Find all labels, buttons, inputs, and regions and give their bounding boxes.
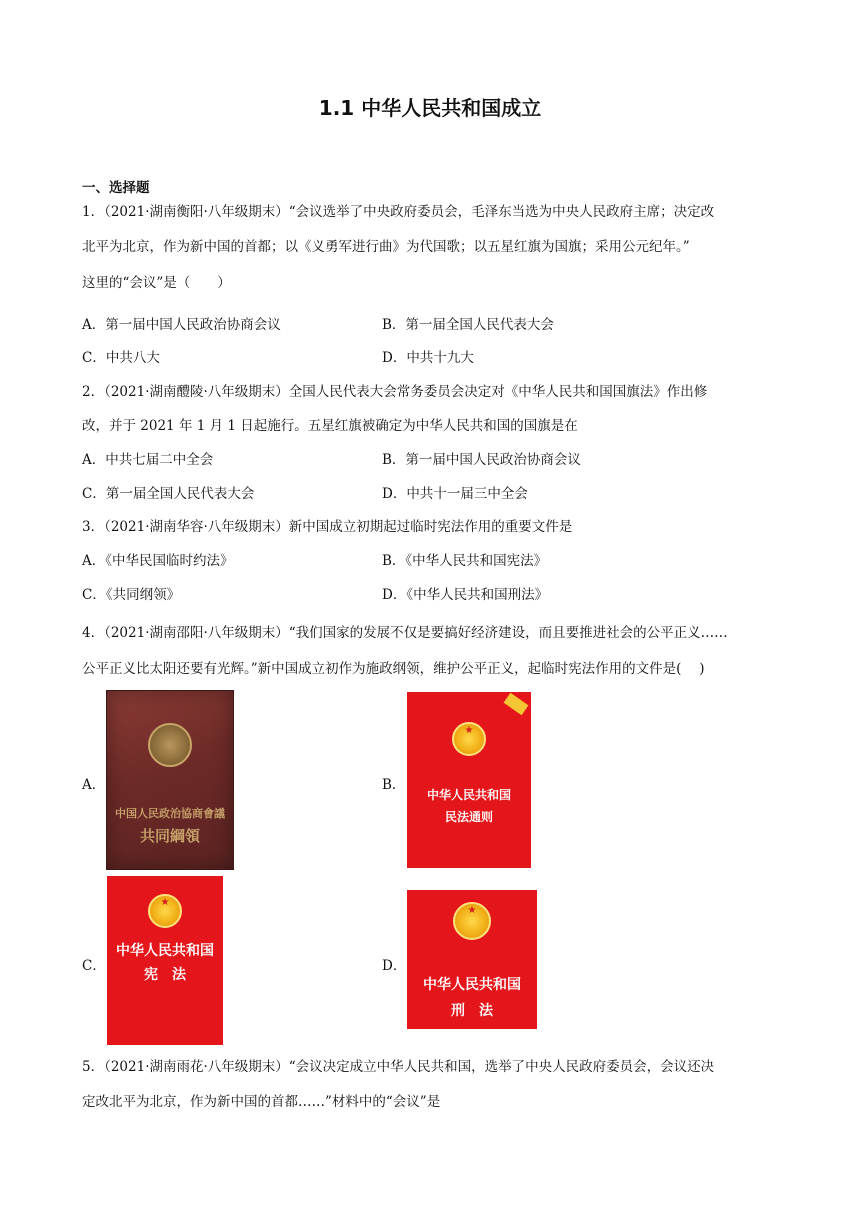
section-heading: 一、选择题 — [82, 180, 150, 196]
cover-c-line-2: 宪 法 — [144, 967, 186, 983]
cover-d-line-2: 刑 法 — [451, 1003, 493, 1019]
question-4-line-1: 4．（2021·湖南邵阳·八年级期末）“我们国家的发展不仅是要搞好经济建设，而且要推进社会的公平正义…… — [82, 625, 728, 641]
question-3-option-d[interactable]: D．《中华人民共和国刑法》 — [382, 587, 549, 603]
page-title: 1.1 中华人民共和国成立 — [318, 96, 542, 120]
edition-ribbon-icon — [504, 693, 529, 715]
question-4-option-a-label[interactable]: A． — [82, 777, 106, 793]
question-2-line-2: 改，并于 2021 年 1 月 1 日起施行。五星红旗被确定为中华人民共和国的国旗是在 — [82, 418, 578, 434]
question-2-option-d[interactable]: D．中共十一届三中全会 — [382, 486, 528, 502]
question-4-line-2: 公平正义比太阳还要有光辉。”新中国成立初作为施政纲领，维护公平正义，起临时宪法作用的文件是( ) — [82, 661, 705, 677]
constitution-cover-image[interactable] — [107, 876, 223, 1045]
national-emblem-icon — [148, 894, 182, 928]
cover-c-line-1: 中华人民共和国 — [116, 943, 214, 959]
gongtong-gangling-cover-image[interactable] — [106, 690, 234, 870]
question-1-line-2: 北平为北京，作为新中国的首都；以《义勇军进行曲》为代国歌；以五星红旗为国旗；采用公元纪年。” — [82, 239, 690, 255]
question-3-option-b[interactable]: B．《中华人民共和国宪法》 — [382, 553, 548, 569]
question-1-option-c[interactable]: C．中共八大 — [82, 350, 160, 366]
question-2-option-b[interactable]: B．第一届中国人民政治协商会议 — [382, 452, 581, 468]
national-emblem-icon — [453, 902, 491, 940]
question-1-line-3: 这里的“会议”是（ ） — [82, 275, 231, 291]
question-4-option-b-label[interactable]: B． — [382, 777, 406, 793]
national-emblem-icon — [452, 722, 486, 756]
question-3-line-1: 3．（2021·湖南华容·八年级期末）新中国成立初期起过临时宪法作用的重要文件是 — [82, 519, 573, 535]
question-1-option-b[interactable]: B．第一届全国人民代表大会 — [382, 317, 554, 333]
question-5-line-2: 定改北平为北京，作为新中国的首都……”材料中的“会议”是 — [82, 1094, 441, 1110]
cover-a-line-1: 中国人民政治協商會議 — [115, 807, 225, 820]
question-1-option-d[interactable]: D．中共十九大 — [382, 350, 474, 366]
question-1-line-1: 1．（2021·湖南衡阳·八年级期末）“会议选举了中央政府委员会，毛泽东当选为中央人民政府主席；决定改 — [82, 204, 715, 220]
national-emblem-icon — [148, 723, 192, 767]
cover-b-line-2: 民法通则 — [444, 810, 493, 824]
question-2-line-1: 2．（2021·湖南醴陵·八年级期末）全国人民代表大会常务委员会决定对《中华人民共和国国旗法》作出修 — [82, 384, 708, 400]
criminal-law-cover-image[interactable] — [407, 890, 537, 1029]
question-2-option-a[interactable]: A．中共七届二中全会 — [82, 452, 214, 468]
cover-b-line-1: 中华人民共和国 — [426, 788, 511, 802]
question-5-line-1: 5．（2021·湖南雨花·八年级期末）“会议决定成立中华人民共和国，选举了中央人民政府委员会，会议还决 — [82, 1059, 715, 1075]
question-2-option-c[interactable]: C．第一届全国人民代表大会 — [82, 486, 255, 502]
cover-d-line-1: 中华人民共和国 — [423, 977, 521, 993]
question-1-option-a[interactable]: A．第一届中国人民政治协商会议 — [82, 317, 281, 333]
civil-law-cover-image[interactable] — [407, 692, 531, 868]
question-4-option-c-label[interactable]: C． — [82, 958, 106, 974]
question-3-option-a[interactable]: A．《中华民国临时约法》 — [82, 553, 234, 569]
cover-a-line-2: 共同綱領 — [139, 827, 200, 845]
question-4-option-d-label[interactable]: D． — [382, 958, 407, 974]
question-3-option-c[interactable]: C．《共同纲领》 — [82, 587, 181, 603]
